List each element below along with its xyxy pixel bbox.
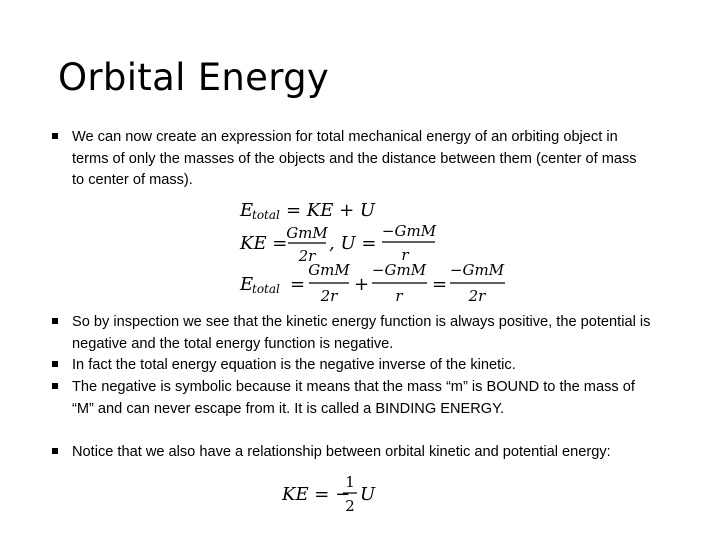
equation-subscript: total [252,282,280,296]
fraction-denominator: 2r [298,247,316,265]
equation-e-total-lhs: E [240,274,254,295]
bullet-item [52,355,652,377]
fraction-numerator: GmM [286,224,328,242]
bullet-square-icon [52,448,58,454]
equation-subscript: total [252,208,280,222]
fraction-numerator: GmM [308,261,350,279]
fraction-denominator: 2 [345,497,355,515]
bullet-text: We can now create an expression for total mechanical energy of an orbiting object in terms of only the masses of the objects and the distance between them (center of mass to center of mass). [72,129,637,188]
equation-rhs: U [360,484,376,505]
equation-lhs: KE = − [282,484,351,505]
slide-title: Orbital Energy [58,56,330,99]
bullet-item [52,377,652,420]
fraction-denominator: 2r [468,287,486,305]
equation-equals: = [432,274,448,295]
fraction-denominator: r [401,246,409,264]
bullet-item [52,127,652,192]
fraction-denominator: 2r [320,287,338,305]
bullet-square-icon [52,318,58,324]
bullet-square-icon [52,133,58,139]
fraction-numerator: −GmM [381,222,437,240]
equation-plus: + [354,274,370,295]
bullet-text: In fact the total energy equation is the negative inverse of the kinetic. [72,357,516,373]
bullet-item [52,312,652,355]
bullet-item [52,442,652,464]
fraction-numerator: 1 [345,473,355,491]
bullet-text: So by inspection we see that the kinetic energy function is always positive, the potential is negative and the total energy function is negative. [72,314,651,352]
bullet-text: Notice that we also have a relationship between orbital kinetic and potential energy: [72,444,611,460]
bullet-text: The negative is symbolic because it means that the mass “m” is BOUND to the mass of “M” and can never escape from it. It is called a BINDING ENERGY. [72,379,635,417]
fraction-numerator: −GmM [449,261,505,279]
equation-ke-relation [278,470,398,518]
equation-e-total-lhs: E [240,200,254,221]
bullet-square-icon [52,361,58,367]
equation-rhs: = KE + U [286,200,376,221]
equation-ke-lhs: KE = [240,233,288,254]
equation-block [230,196,530,308]
fraction-numerator: −GmM [371,261,427,279]
fraction-denominator: r [395,287,403,305]
equation-equals: = [290,274,306,295]
bullet-square-icon [52,383,58,389]
equation-separator: , U = [329,233,377,254]
